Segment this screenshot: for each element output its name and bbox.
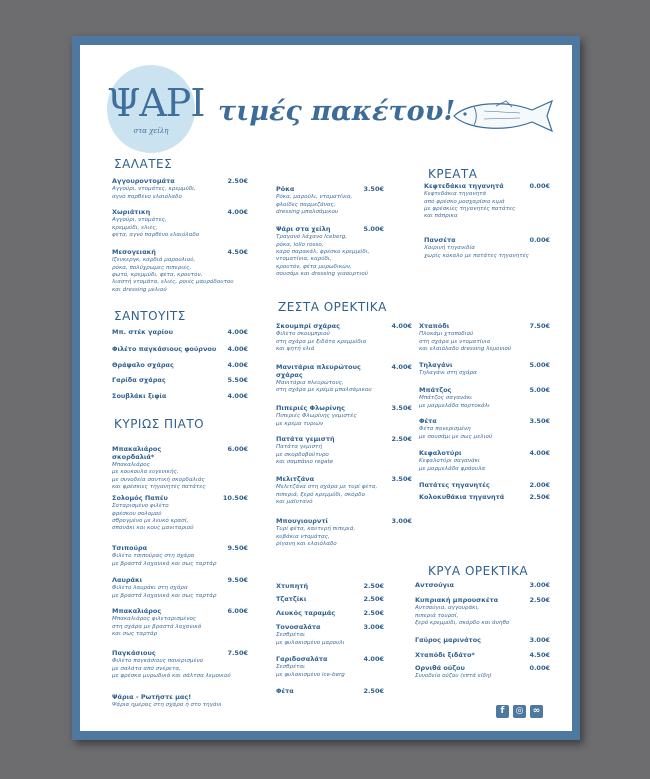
item-name: Τσιπούρα	[112, 544, 148, 552]
item-price: 4.00€	[227, 328, 248, 336]
item-price: 2.00€	[529, 481, 550, 489]
item-price: 2.50€	[363, 595, 384, 603]
item-price: 2.50€	[363, 582, 384, 590]
item-description: Φιλέτο σκουμπριού στη σχάρα με ξιδάτα κρεμμύδια και ψητή ελιά	[276, 331, 367, 352]
item-name: Μπουγιουρντί	[276, 517, 329, 525]
item-price: 5.00€	[363, 225, 384, 233]
section-title: ΚΡΕΑΤΑ	[428, 167, 478, 181]
item-name: Σουβλάκι ξιφία	[112, 392, 167, 400]
logo-subtitle: στα χείλη	[133, 127, 169, 135]
item-description: Μελιτζάνα στη σχάρα με τυρί φέτα, πιπεριά, ξερό κρεμμύδι, σκόρδο και μαϊντανό	[276, 484, 378, 505]
item-name: Αντσούγια	[415, 581, 454, 589]
section-title: ΣΑΛΑΤΕΣ	[114, 157, 173, 171]
item-price: 6.00€	[227, 445, 248, 453]
item-price: 7.50€	[227, 649, 248, 657]
item-description: Τυρί φέτα, καυτερή πιπεριά, κυβάκια ντομάτας, ρίγανη και ελαιόλαδο	[276, 526, 356, 547]
item-price: 9.50€	[227, 576, 248, 584]
item-name: Γαύρος μαρινάτος	[415, 636, 482, 644]
item-name: Αγγουροντομάτα	[112, 177, 175, 185]
item-name: Ορνιθά ούζου	[415, 664, 465, 672]
item-description: Κεφτεδάκια τηγανητά από φρέσκο μοσχαρίσιο κιμά με φρέσκιες τηγανητές πατάτες και πάπρικα	[424, 191, 516, 220]
item-description: Τηλαγάνι στη σχάρα	[419, 370, 477, 377]
item-name: Πανσέτα	[424, 236, 456, 244]
item-name: Φέτα	[419, 417, 437, 425]
item-description: Μπακαλιάρος με κουκουλα ευγενικής, με συνοδεία σαντική σκορδαλιάς και φρέσκιες τηγανητές πατάτες	[112, 461, 206, 490]
item-name: Ρόκα	[276, 185, 295, 193]
item-description: Μπάτζος σαγανάκι με μαρμελάδα πορτοκάλι	[419, 395, 490, 409]
item-price: 3.00€	[363, 623, 384, 631]
item-name: Κεφαλοτύρι	[419, 449, 462, 457]
item-description: Αντσούγια, αγγουράκι, πιπεριά τουρσί, ξερό κρεμμύδι, σκόρδο και άνηθο	[415, 605, 510, 626]
item-name: Σολομός Παπέυ	[112, 494, 168, 502]
item-name: Χωριάτικη	[112, 208, 151, 216]
item-name: Πατάτα γεμιστή	[276, 435, 335, 443]
item-description: Ιζενκεργκ, καρδιά μαρουλιού, ρόκα, πολύχρωμες πιπεριές, φωτό, κρεμμύδι, φέτα, κρουτόν, λιαστή ντομάτα, ελιές, ροιές μαυρόδουτου και dressing μελιού	[112, 257, 234, 293]
item-price: 4.00€	[227, 345, 248, 353]
item-price: 2.50€	[363, 687, 384, 695]
item-price: 2.50€	[529, 596, 550, 604]
item-price: 2.50€	[391, 435, 412, 443]
item-name: Μπακαλιάρος	[112, 607, 162, 615]
item-name: Χταπόδι	[419, 322, 450, 330]
item-name: Ψάρια - Ρωτήστε μας!	[112, 693, 192, 701]
item-name: Φέτα	[276, 687, 294, 695]
item-name: Μπάτζος	[419, 386, 452, 394]
fish-illustration	[448, 98, 560, 134]
item-name: Λευκός ταραμάς	[276, 609, 336, 617]
item-price: 4.50€	[529, 651, 550, 659]
item-price: 4.00€	[391, 363, 412, 371]
item-price: 0.00€	[529, 182, 550, 190]
item-price: 6.00€	[227, 607, 248, 615]
item-price: 4.00€	[227, 208, 248, 216]
section-title: ΚΡΥΑ ΟΡΕΚΤΙΚΑ	[428, 564, 529, 578]
item-price: 5.50€	[227, 376, 248, 384]
headline: τιμές πακέτου!	[218, 96, 456, 127]
item-name: Μεσογειακή	[112, 248, 156, 256]
item-price: 3.00€	[529, 581, 550, 589]
item-price: 4.00€	[363, 655, 384, 663]
item-description: Συνοδεία ούζου (επτά είδη)	[415, 673, 492, 680]
item-price: 3.50€	[529, 417, 550, 425]
item-name: Σκουμπρί σχάρας	[276, 322, 340, 330]
logo	[107, 65, 205, 153]
item-name: Λαυράκι	[112, 576, 143, 584]
item-description: Πιπεριές Φλωρίνης γεμιστές με κρέμα τυριών	[276, 413, 357, 427]
item-name: Χταπόδι ξιδάτο*	[415, 651, 475, 659]
item-description: Αγγούρι, ντομάτες, κρεμμύδι, ελιές, φέτα, αγνό παρθένο ελαιόλαδο	[112, 217, 200, 238]
item-name: Μανιτάρια πλευρώτους σχάρας	[276, 363, 361, 379]
item-name: Κολοκυθάκια τηγανητά	[419, 493, 505, 501]
item-price: 2.50€	[529, 493, 550, 501]
section-title: ΖΕΣΤΑ ΟΡΕΚΤΙΚΑ	[278, 300, 387, 314]
item-price: 3.50€	[363, 185, 384, 193]
item-description: Αγγούρι, ντομάτες, κρεμμύδι, αγνό παρθένο ελαιόλαδο	[112, 186, 196, 200]
item-price: 5.00€	[529, 386, 550, 394]
item-description: Φιλέτο λαυράκι στη σχάρα με βραστά λαχανικά και σως ταρτάρ	[112, 585, 217, 599]
item-price: 5.00€	[529, 361, 550, 369]
item-price: 3.00€	[529, 636, 550, 644]
item-name: Μπακαλιάρος σκορδαλιά*	[112, 445, 162, 461]
item-description: Μπακαλιάρος φιλεταρισμένος στη σχάρα με βραστά λαχανικά και σως ταρτάρ	[112, 616, 202, 637]
item-name: Χτυπητή	[276, 582, 309, 590]
item-price: 4.00€	[391, 322, 412, 330]
item-price: 4.50€	[227, 248, 248, 256]
item-price: 3.50€	[391, 475, 412, 483]
item-price: 0.00€	[529, 236, 550, 244]
item-description: Φιλέτο παγκάσιους πανερισμένο με σαλάτα από σνέρετα, με φρέσκα μυρωδικά και σάλτσα λεμονιού	[112, 658, 231, 679]
section-title: ΣΑΝΤΟΥΙΤΣ	[114, 309, 186, 323]
item-name: Κεφτεδάκια τηγανητά	[424, 182, 504, 190]
item-name: Πατάτες τηγανητές	[419, 481, 490, 489]
item-description: Σοταρισμένο φιλέτο φρέσκου σολομού σθρογμένο με λευκό κρασί, σπανάκι και κους μανιταριού	[112, 503, 194, 532]
item-description: Φιλέτο τσιπούρας στη σχάρα με βραστά λαχανικά και σως ταρτάρ	[112, 553, 217, 567]
item-description: Μανιτάρια πλευρώτους, στη σχάρα με κρέμα μπαλσάμικου	[276, 379, 372, 394]
item-name: Τηλαγάνι	[419, 361, 453, 369]
item-name: Γαριδοσαλάτα	[276, 655, 328, 663]
item-price: 10.50€	[222, 494, 248, 502]
instagram-icon: ◎	[513, 705, 526, 718]
item-name: Πιπεριές Φλωρίνης	[276, 404, 346, 412]
tripadvisor-icon: ∞	[530, 705, 543, 718]
item-description: Ρόκα, μαρούλι, ντοματίνια, φλοίδες παρμεζάνας, dressing μπαλσάμικου	[276, 194, 353, 215]
item-name: Μπ. στέκ γαρίου	[112, 328, 173, 336]
item-name: Τζατζίκι	[276, 595, 307, 603]
item-description: Πατάτα γεμιστή με σκορδοβούτυρο και σαμπάνιο regate	[276, 444, 334, 465]
item-description: Τραγανό λάχανο Iceberg, ρόκα, lollo rosso, καρό παρακάλ, φρέσκο κρεμμύδι, ντοματίνια, καρύδι, κρουτόν, φέτα μυρωδικών, σουσάμι και dressing γιαουρτιού	[276, 234, 370, 278]
item-price: 7.50€	[529, 322, 550, 330]
item-description: Σεσθρέται με φυλακισμένο μαρουλι	[276, 632, 345, 646]
item-description: Πλοκάμι χταποδιού στη σχάρα με ντοματίνια και ελαιόλαδο dressing λεμονιού	[419, 331, 512, 352]
item-price: 3.00€	[391, 517, 412, 525]
facebook-icon: f	[496, 705, 509, 718]
item-price: 4.00€	[227, 392, 248, 400]
item-description: Σεσθρέται με φυλακισμένο ice-berg	[276, 664, 345, 678]
item-name: Θράψαλο σχάρας	[112, 361, 174, 369]
item-price: 9.50€	[227, 544, 248, 552]
item-price: 4.00€	[227, 361, 248, 369]
item-name: Μελιτζάνα	[276, 475, 315, 483]
item-name: Γαρίδα σχάρας	[112, 376, 166, 384]
item-price: 2.50€	[227, 177, 248, 185]
item-description: Φέτα πανερισμένη με σουσάμι με σως μελιού	[419, 426, 493, 440]
item-name: Τονοσαλάτα	[276, 623, 321, 631]
item-price: 4.00€	[529, 449, 550, 457]
item-name: Παγκάσιους	[112, 649, 156, 657]
section-title: ΚΥΡΙΩΣ ΠΙΑΤΟ	[114, 417, 205, 431]
item-price: 2.50€	[363, 609, 384, 617]
logo-text: ΨΑΡΙ	[107, 81, 205, 125]
item-price: 3.50€	[391, 404, 412, 412]
item-description: Κεφαλοτύρι σαγανάκι με μαρμελάδα φράουλα	[419, 458, 486, 472]
item-price: 0.00€	[529, 664, 550, 672]
item-name: Φιλέτο παγκάσιους φούρνου	[112, 345, 217, 353]
item-description: Ψάρια ημέρας στη σχάρα ή στο τηγάνι	[112, 702, 222, 709]
item-description: Χοιρινή τηγανιδία χωρίς κόκαλο με πατάτες τηγανητές	[424, 245, 529, 259]
item-name: Ψάρι στα χείλη	[276, 225, 331, 233]
item-name: Κυπριακή μπρουσκέτα	[415, 596, 499, 604]
